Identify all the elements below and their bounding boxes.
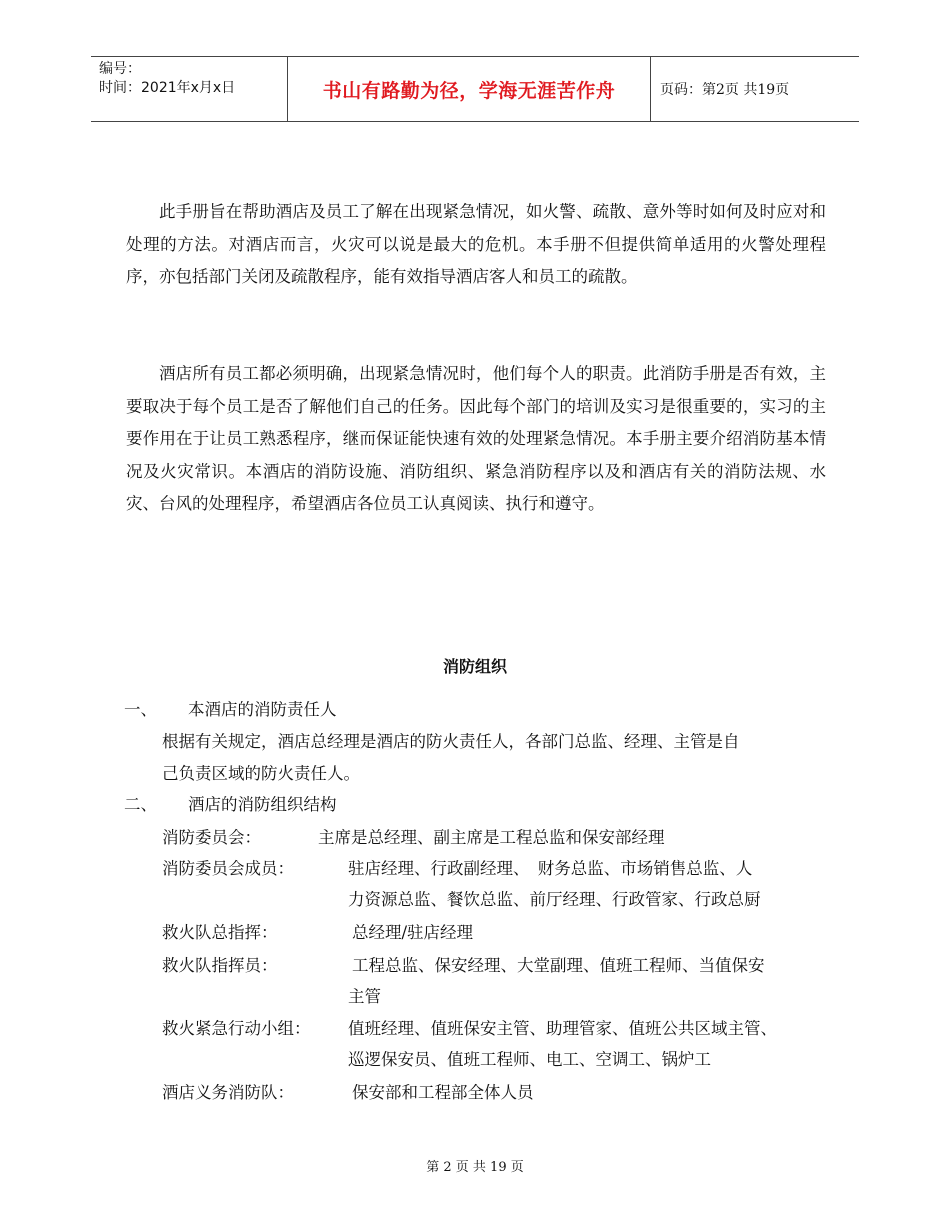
item1-number: 一、 — [124, 700, 157, 719]
time-label: 时间：2021年x月x日 — [99, 80, 236, 96]
row-value-emergency-team-l1: 值班经理、值班保安主管、助理管家、值班公共区域主管、 — [348, 1019, 777, 1038]
header-meta — [91, 57, 287, 121]
item2-number: 二、 — [124, 795, 157, 814]
row-value-chief-commander: 总经理/驻店经理 — [352, 923, 474, 942]
row-label-committee-members: 消防委员会成员： — [162, 859, 294, 878]
row-label-chief-commander: 救火队总指挥： — [162, 923, 278, 942]
row-value-commanders-l2: 主管 — [348, 987, 381, 1006]
item1-body-line2: 己负责区域的防火责任人。 — [162, 764, 360, 783]
row-label-emergency-team: 救火紧急行动小组： — [162, 1019, 311, 1038]
item1-body-line1: 根据有关规定，酒店总经理是酒店的防火责任人，各部门总监、经理、主管是自 — [162, 732, 740, 751]
row-label-volunteer-brigade: 酒店义务消防队： — [162, 1083, 294, 1102]
item1-heading: 本酒店的消防责任人 — [188, 700, 337, 719]
row-value-emergency-team-l2: 巡逻保安员、值班工程师、电工、空调工、锅炉工 — [348, 1050, 711, 1069]
row-value-volunteer-brigade: 保安部和工程部全体人员 — [352, 1083, 534, 1102]
header-page-info: 页码：第2页 共19页 — [660, 82, 790, 98]
intro-paragraph-2: 酒店所有员工都必须明确，出现紧急情况时，他们每个人的职责。此消防手册是否有效，主要取决于每个员工是否了解他们自己的任务。因此每个部门的培训及实习是很重要的，实习的主要作用在于让员工熟悉程序，继而保证能快速有效的处理紧急情况。本手册主要介绍消防基本情况及火灾常识。本酒店的消防设施、消防组织、紧急消防程序以及和酒店有关的消防法规、水灾、台风的处理程序，希望酒店各位员工认真阅读、执行和遵守。 — [126, 364, 826, 513]
intro-paragraph-1: 此手册旨在帮助酒店及员工了解在出现紧急情况，如火警、疏散、意外等时如何及时应对和处理的方法。对酒店而言，火灾可以说是最大的危机。本手册不但提供简单适用的火警处理程序，亦包括部门关闭及疏散程序，能有效指导酒店客人和员工的疏散。 — [126, 202, 826, 286]
item2-heading: 酒店的消防组织结构 — [188, 795, 337, 814]
row-value-fire-committee: 主席是总经理、副主席是工程总监和保安部经理 — [318, 828, 665, 847]
number-label: 编号： — [99, 61, 141, 77]
row-value-committee-members-l2: 力资源总监、餐饮总监、前厅经理、行政管家、行政总厨 — [348, 890, 761, 909]
header-motto: 书山有路勤为径，学海无涯苦作舟 — [287, 57, 651, 121]
page-header — [91, 56, 859, 122]
row-value-committee-members-l1: 驻店经理、行政副经理、 财务总监、市场销售总监、人 — [348, 859, 753, 878]
section-title: 消防组织 — [442, 657, 507, 676]
row-label-fire-committee: 消防委员会： — [162, 828, 261, 847]
page-footer: 第 2 页 共 19 页 — [426, 1160, 524, 1175]
row-label-commanders: 救火队指挥员： — [162, 956, 278, 975]
row-value-commanders-l1: 工程总监、保安经理、大堂副理、值班工程师、当值保安 — [352, 956, 765, 975]
